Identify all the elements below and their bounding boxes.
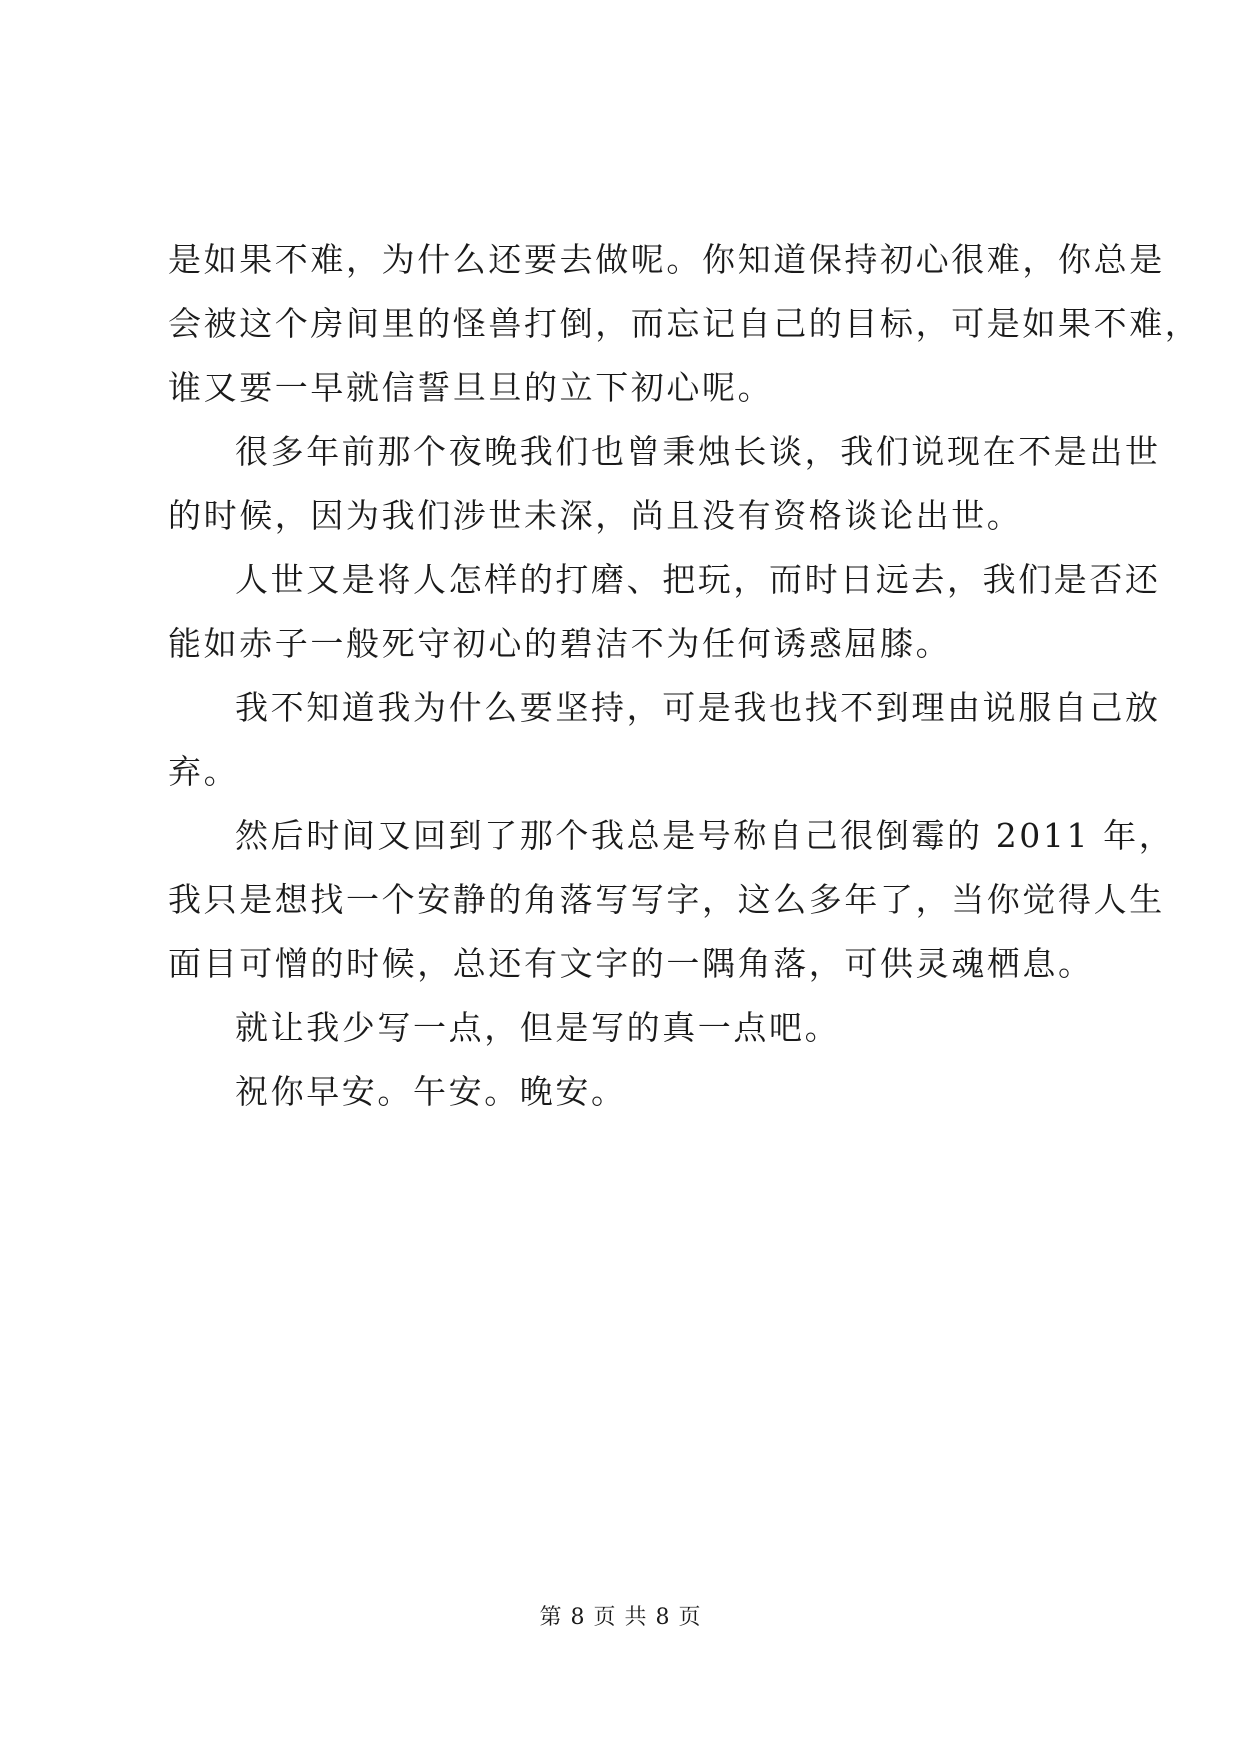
text-line-1: 是如果不难，为什么还要去做呢。你知道保持初心很难，你总是 xyxy=(168,240,1165,279)
text-line-2: 会被这个房间里的怪兽打倒，而忘记自己的目标，可是如果不难， xyxy=(168,304,1201,343)
text-line-9: 弃。 xyxy=(168,752,240,791)
page-number-footer: 第 8 页 共 8 页 xyxy=(539,1605,702,1630)
text-line-12: 面目可憎的时候，总还有文字的一隅角落，可供灵魂栖息。 xyxy=(168,944,1094,983)
text-line-5: 的时候，因为我们涉世未深，尚且没有资格谈论出世。 xyxy=(168,496,1023,535)
text-line-7: 能如赤子一般死守初心的碧洁不为任何诱惑屈膝。 xyxy=(168,624,952,663)
body-text xyxy=(168,228,1201,1124)
text-line-13: 就让我少写一点，但是写的真一点吧。 xyxy=(235,1008,841,1047)
text-line-8: 我不知道我为什么要坚持，可是我也找不到理由说服自己放 xyxy=(235,688,1161,727)
text-line-11: 我只是想找一个安静的角落写写字，这么多年了，当你觉得人生 xyxy=(168,880,1165,919)
text-line-14: 祝你早安。午安。晚安。 xyxy=(235,1072,627,1111)
text-line-10: 然后时间又回到了那个我总是号称自己很倒霉的 2011 年， xyxy=(235,816,1175,855)
text-line-3: 谁又要一早就信誓旦旦的立下初心呢。 xyxy=(168,368,774,407)
text-line-6: 人世又是将人怎样的打磨、把玩，而时日远去，我们是否还 xyxy=(235,560,1161,599)
text-line-4: 很多年前那个夜晚我们也曾秉烛长谈，我们说现在不是出世 xyxy=(235,432,1161,471)
